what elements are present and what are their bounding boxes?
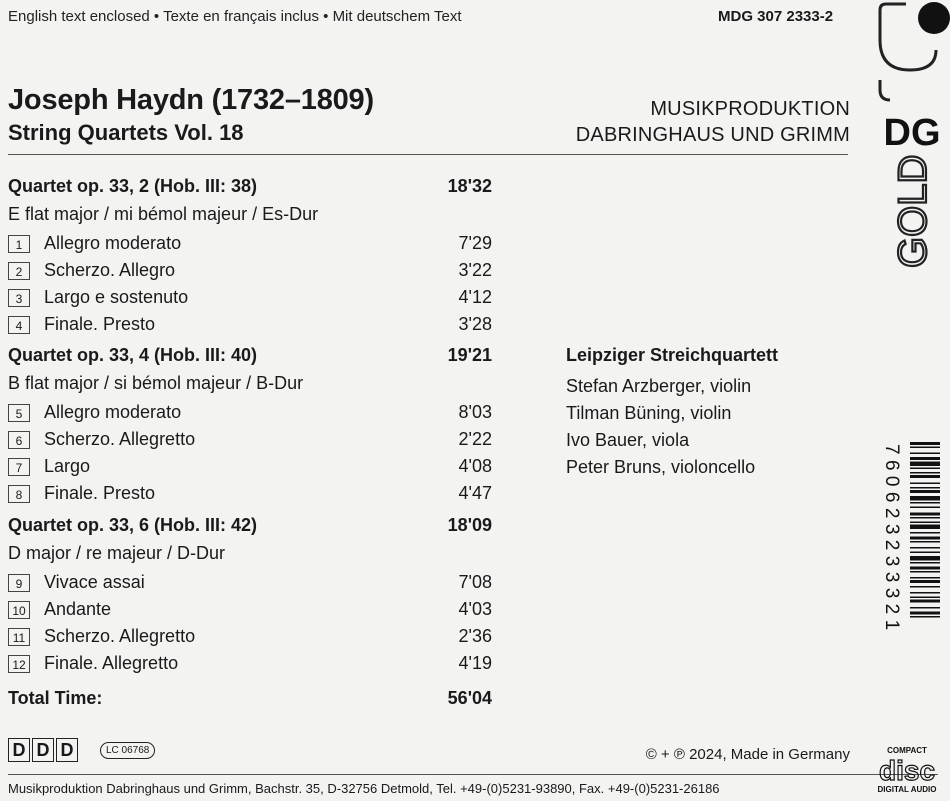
album-title: Joseph Haydn (1732–1809): [8, 84, 374, 116]
logo-dot-icon: [918, 2, 950, 34]
barcode-bar: [910, 490, 940, 493]
barcode-bar: [910, 607, 940, 609]
track-number: 1: [8, 235, 30, 253]
track-time: 2'22: [458, 429, 492, 449]
barcode-bar: [910, 537, 940, 540]
track-title: Scherzo. Allegro: [44, 260, 176, 280]
track-title: Largo e sostenuto: [44, 287, 189, 307]
barcode-bar: [910, 487, 940, 489]
quartet-key: D major / re majeur / D-Dur: [8, 543, 226, 563]
cd-logo-bottom-text: DIGITAL AUDIO: [877, 785, 937, 794]
track-number: 4: [8, 316, 30, 334]
barcode-bar: [910, 522, 940, 524]
barcode-digits: 760623233321: [881, 444, 902, 636]
barcode-bar: [910, 475, 940, 478]
barcode-bar: [910, 457, 940, 460]
barcode-bar: [910, 483, 940, 485]
track-time: 3'28: [458, 314, 492, 334]
track-title: Allegro moderato: [44, 233, 182, 253]
track-number: 8: [8, 485, 30, 503]
track-time: 4'47: [458, 483, 492, 503]
track-number: 6: [8, 431, 30, 449]
copyright: © + ℗ 2024, Made in Germany: [645, 746, 850, 763]
track-number: 10: [8, 601, 30, 619]
track-time: 2'36: [458, 626, 492, 646]
track-number: 5: [8, 404, 30, 422]
quartet-heading: Quartet op. 33, 2 (Hob. III: 38): [8, 176, 258, 196]
ensemble-member: Tilman Büning, violin: [566, 403, 732, 423]
barcode: [880, 440, 942, 720]
track-title: Largo: [44, 456, 91, 476]
languages-note: English text enclosed • Texte en français inclus • Mit deutschem Text: [8, 8, 462, 25]
ddd-letter: D: [56, 738, 78, 762]
total-time-value: 56'04: [447, 688, 492, 708]
album-subtitle: String Quartets Vol. 18: [8, 120, 244, 145]
quartet-key: B flat major / si bémol majeur / B-Dur: [8, 373, 304, 393]
barcode-bar: [910, 580, 940, 583]
ensemble-member: Stefan Arzberger, violin: [566, 376, 752, 396]
track-number: 12: [8, 655, 30, 673]
divider: [8, 774, 938, 775]
track-number: 7: [8, 458, 30, 476]
barcode-bar: [910, 577, 940, 579]
cd-logo-top-text: COMPACT: [887, 746, 927, 755]
track-time: 8'03: [458, 402, 492, 422]
barcode-bar: [910, 472, 940, 474]
ddd-code: [8, 738, 78, 762]
barcode-bar: [910, 600, 940, 603]
barcode-bar: [910, 513, 940, 516]
catalog-number: MDG 307 2333-2: [718, 8, 834, 25]
publisher-address: Musikproduktion Dabringhaus und Grimm, Bachstr. 35, D-32756 Detmold, Tel. +49-(0)5231-93890, Fax. +49-(0)5231-26186: [8, 781, 720, 796]
label-name-line1: MUSIKPRODUKTION: [650, 98, 850, 120]
logo-dg-text: DG: [883, 112, 941, 154]
track-title: Finale. Allegretto: [44, 653, 179, 673]
barcode-bar: [910, 586, 940, 588]
barcode-bar: [910, 453, 940, 455]
track-time: 4'19: [458, 653, 492, 673]
ensemble-member: Ivo Bauer, viola: [566, 430, 690, 450]
barcode-bar: [910, 517, 940, 519]
barcode-bar: [910, 567, 940, 570]
total-time-label: Total Time:: [8, 688, 103, 708]
ddd-letter: D: [8, 738, 30, 762]
barcode-bar: [910, 541, 940, 543]
barcode-bar: [910, 616, 940, 618]
track-number: 2: [8, 262, 30, 280]
barcode-bar: [910, 552, 940, 554]
track-title: Scherzo. Allegretto: [44, 626, 196, 646]
quartet-duration: 19'21: [447, 345, 492, 365]
divider: [8, 154, 848, 155]
logo-gold-text: GOLD: [891, 154, 935, 268]
barcode-bar: [910, 592, 940, 594]
label-code: LC 06768: [100, 742, 155, 759]
track-time: 7'29: [458, 233, 492, 253]
barcode-bar: [910, 612, 940, 615]
compact-disc-logo: [872, 744, 942, 794]
track-time: 3'22: [458, 260, 492, 280]
cd-logo-mid-text: disc: [878, 755, 936, 786]
barcode-bar: [910, 556, 940, 561]
track-time: 4'08: [458, 456, 492, 476]
barcode-bar: [910, 468, 940, 470]
track-title: Finale. Presto: [44, 314, 156, 334]
barcode-bar: [910, 597, 940, 599]
ddd-letter: D: [32, 738, 54, 762]
quartet-key: E flat major / mi bémol majeur / Es-Dur: [8, 204, 319, 224]
track-time: 7'08: [458, 572, 492, 592]
barcode-bar: [910, 532, 940, 534]
barcode-bar: [910, 447, 940, 449]
mdg-gold-logo: [874, 0, 950, 275]
barcode-bar: [910, 547, 940, 549]
label-name-line2: DABRINGHAUS UND GRIMM: [575, 124, 850, 146]
barcode-bar: [910, 462, 940, 467]
barcode-bar: [910, 571, 940, 573]
track-number: 9: [8, 574, 30, 592]
ensemble-member: Peter Bruns, violoncello: [566, 457, 756, 477]
barcode-bar: [910, 562, 940, 564]
ensemble-name: Leipziger Streichquartett: [566, 345, 779, 365]
quartet-duration: 18'32: [447, 176, 492, 196]
track-time: 4'03: [458, 599, 492, 619]
quartet-duration: 18'09: [447, 515, 492, 535]
track-title: Allegro moderato: [44, 402, 182, 422]
track-number: 11: [8, 628, 30, 646]
track-title: Vivace assai: [44, 572, 145, 592]
quartet-heading: Quartet op. 33, 6 (Hob. III: 42): [8, 515, 258, 535]
track-title: Scherzo. Allegretto: [44, 429, 196, 449]
track-title: Andante: [44, 599, 112, 619]
quartet-heading: Quartet op. 33, 4 (Hob. III: 40): [8, 345, 258, 365]
barcode-bar: [910, 496, 940, 501]
track-title: Finale. Presto: [44, 483, 156, 503]
barcode-bar: [910, 525, 940, 530]
track-number: 3: [8, 289, 30, 307]
track-time: 4'12: [458, 287, 492, 307]
barcode-bar: [910, 502, 940, 504]
barcode-bar: [910, 507, 940, 509]
barcode-bar: [910, 442, 940, 445]
